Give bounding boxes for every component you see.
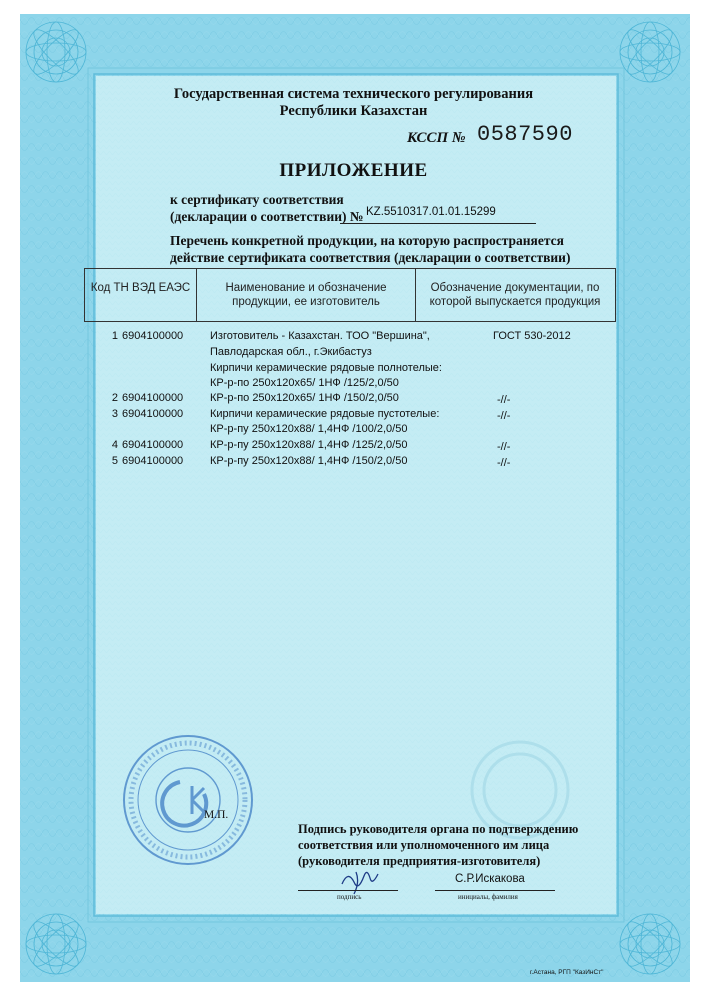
row-product-line: Изготовитель - Казахстан. ТОО "Вершина", (210, 330, 430, 342)
column-header-name: Наименование и обозначение продукции, ее изготовитель (197, 269, 416, 321)
header-system-line: Государственная система технического регулирования (173, 86, 534, 102)
signer-name: С.Р.Искакова (455, 873, 525, 885)
header-country-line: Республики Казахстан (279, 103, 428, 119)
kssp-number: 0587590 (477, 122, 573, 147)
column-header-code: Код ТН ВЭД ЕАЭС (85, 269, 197, 321)
row-product-line: Кирпичи керамические рядовые полнотелые: (210, 362, 442, 374)
list-title-line1: Перечень конкретной продукции, на которую распространяется (170, 233, 564, 248)
name-line (435, 890, 555, 891)
row-product-line: КР-р-по 250х120х65/ 1НФ /150/2,0/50 (210, 392, 399, 404)
table-header (84, 268, 616, 322)
row-document: -//- (497, 394, 511, 406)
signature-heading-line1: Подпись руководителя органа по подтверждению (298, 822, 579, 836)
signature-caption: подпись (337, 893, 362, 901)
stamp-label: М.П. (204, 809, 229, 821)
printer-imprint: г.Астана, РГП "КазИнСт" (530, 969, 604, 976)
row-code: 6904100000 (122, 439, 184, 451)
page-title: ПРИЛОЖЕНИЕ (279, 160, 428, 181)
signature-heading-line3: (руководителя предприятия-изготовителя) (298, 854, 541, 868)
row-product-line: КР-р-пу 250х120х88/ 1,4НФ /150/2,0/50 (210, 455, 408, 467)
row-document: -//- (497, 457, 511, 469)
row-product-line: Кирпичи керамические рядовые пустотелые: (210, 408, 440, 420)
signature-line (298, 890, 398, 891)
row-product-line: КР-р-по 250х120х65/ 1НФ /125/2,0/50 (210, 377, 399, 389)
row-number: 2 (111, 392, 118, 404)
row-code: 6904100000 (122, 330, 184, 342)
row-number: 4 (111, 439, 118, 451)
certificate-ref-line2: (декларации о соответствии) № (170, 209, 364, 224)
signature-heading-line2: соответствия или уполномоченного им лица (298, 838, 550, 852)
certificate-number: KZ.5510317.01.01.15299 (366, 206, 496, 218)
row-number: 3 (111, 408, 118, 420)
name-caption: инициалы, фамилия (458, 893, 518, 901)
certificate-number-underline (340, 223, 536, 224)
column-header-document: Обозначение документации, по которой выпускается продукция (429, 282, 601, 308)
row-product-line: Павлодарская обл., г.Экибастуз (210, 346, 372, 358)
row-code: 6904100000 (122, 455, 184, 467)
row-product-line: КР-р-пу 250х120х88/ 1,4НФ /125/2,0/50 (210, 439, 408, 451)
row-code: 6904100000 (122, 392, 184, 404)
list-title-line2: действие сертификата соответствия (декларации о соответствии) (170, 250, 571, 265)
row-document: -//- (497, 410, 511, 422)
row-code: 6904100000 (122, 408, 184, 420)
row-document: ГОСТ 530-2012 (493, 330, 571, 342)
kssp-label: КССП № (407, 130, 466, 146)
row-number: 5 (111, 455, 118, 467)
row-document: -//- (497, 441, 511, 453)
certificate-ref-line1: к сертификату соответствия (170, 192, 344, 207)
row-product-line: КР-р-пу 250х120х88/ 1,4НФ /100/2,0/50 (210, 423, 408, 435)
row-number: 1 (111, 330, 118, 342)
